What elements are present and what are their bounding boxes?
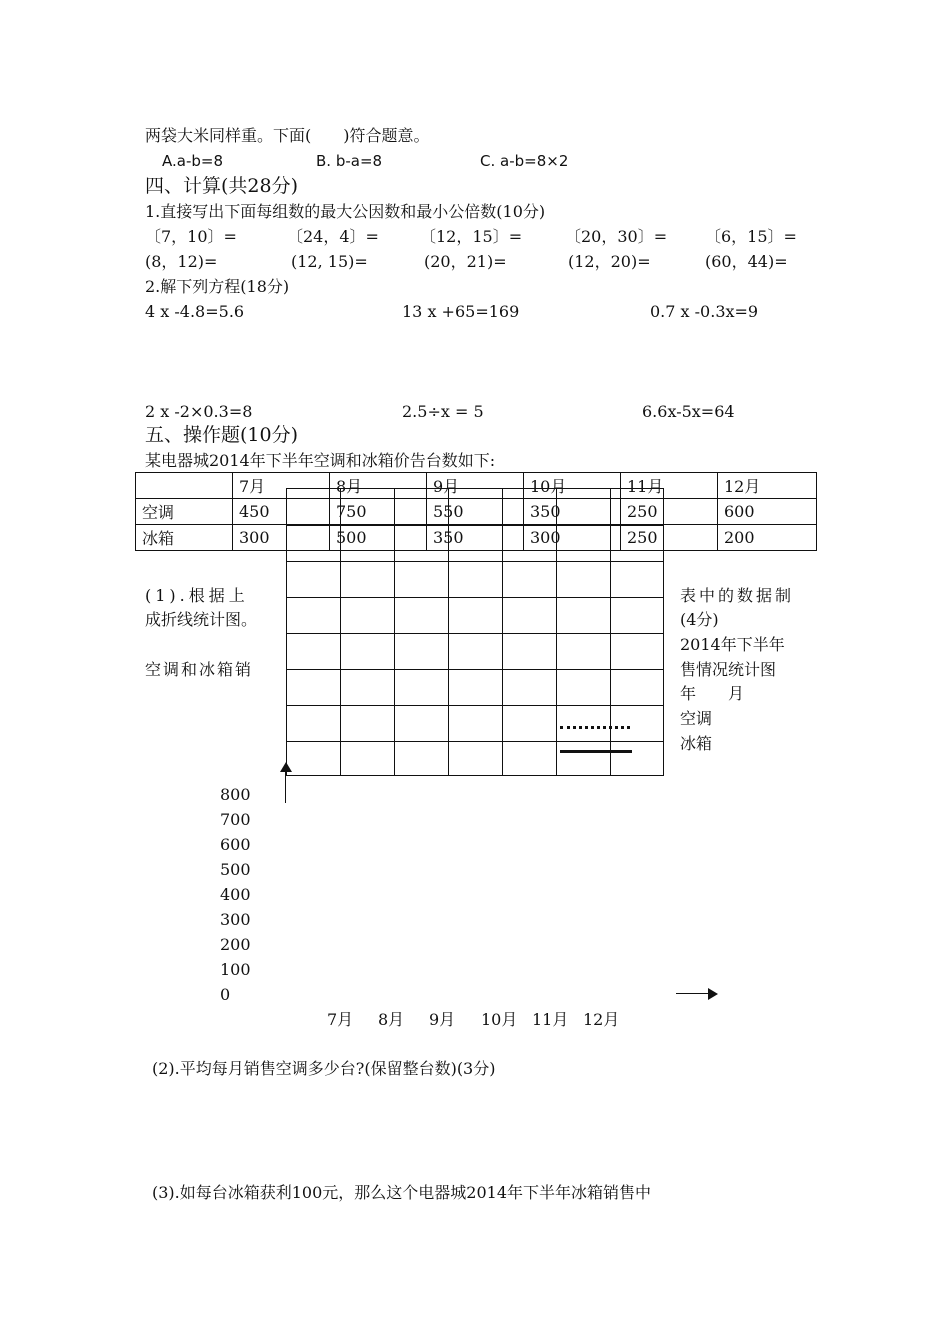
option-a: A.a-b=8 <box>162 152 224 170</box>
legend-dotted-line <box>560 726 630 729</box>
legend-label: 冰箱 <box>680 734 713 753</box>
option-c: C. a-b=8×2 <box>480 152 569 170</box>
row-label: 冰箱 <box>136 525 233 551</box>
x-tick: 7月 <box>327 1010 354 1029</box>
y-tick: 700 <box>220 810 251 829</box>
y-tick: 600 <box>220 835 251 854</box>
y-tick: 300 <box>220 910 251 929</box>
y-tick: 800 <box>220 785 251 804</box>
date-line: 年 月 <box>680 684 745 703</box>
x-tick: 11月 <box>532 1010 569 1029</box>
legend-label: 空调 <box>680 709 713 728</box>
grid-line <box>287 633 663 634</box>
table-cell: 200 <box>718 525 817 551</box>
chart-grid <box>286 488 664 776</box>
gcd-item: (60，44)= <box>705 252 788 271</box>
table-cell: 300 <box>233 525 330 551</box>
grid-line <box>556 489 557 775</box>
points-label: (4分) <box>680 610 719 629</box>
grid-line <box>287 669 663 670</box>
chart-title-fragment: 2014年下半年 <box>680 635 785 654</box>
gcd-item: 〔20，30〕= <box>565 227 668 246</box>
table-cell: 300 <box>524 525 621 551</box>
equation: 13 x +65=169 <box>402 302 520 321</box>
section-heading: 四、计算(共28分) <box>145 175 299 197</box>
question-title: 2.解下列方程(18分) <box>145 277 290 296</box>
section-heading: 五、操作题(10分) <box>145 424 299 446</box>
gcd-item: 〔24，4〕= <box>287 227 379 246</box>
table-header: 11月 <box>621 473 718 499</box>
grid-line <box>448 489 449 775</box>
table-corner <box>136 473 233 499</box>
table-header: 12月 <box>718 473 817 499</box>
table-header: 10月 <box>524 473 621 499</box>
y-tick: 100 <box>220 960 251 979</box>
grid-line <box>287 597 663 598</box>
table-header: 9月 <box>427 473 524 499</box>
table-cell: 350 <box>427 525 524 551</box>
grid-line <box>610 489 611 775</box>
chart-title-fragment: 售情况统计图 <box>680 660 777 679</box>
question-text: (2).平均每月销售空调多少台?(保留整台数)(3分) <box>152 1059 496 1078</box>
table-cell: 550 <box>427 499 524 525</box>
gcd-item: 〔6，15〕= <box>705 227 797 246</box>
question-title: 1.直接写出下面每组数的最大公因数和最小公倍数(10分) <box>145 202 546 221</box>
grid-line <box>287 705 663 706</box>
table-header: 7月 <box>233 473 330 499</box>
x-tick: 12月 <box>583 1010 620 1029</box>
gcd-item: (12，20)= <box>568 252 651 271</box>
y-axis-arrow-icon <box>280 762 292 772</box>
y-tick: 500 <box>220 860 251 879</box>
x-tick: 8月 <box>378 1010 405 1029</box>
table-cell: 750 <box>330 499 427 525</box>
table-intro: 某电器城2014年下半年空调和冰箱价告台数如下: <box>145 451 496 470</box>
y-axis <box>285 770 286 803</box>
grid-line <box>502 489 503 775</box>
chart-title-fragment: 空调和冰箱销 <box>145 660 254 679</box>
x-tick: 10月 <box>481 1010 518 1029</box>
gcd-item: 〔12，15〕= <box>420 227 523 246</box>
grid-line <box>287 741 663 742</box>
question-text: 成折线统计图。 <box>145 610 258 629</box>
question-text: (1).根据上 <box>145 586 249 605</box>
gcd-item: 〔7，10〕= <box>145 227 237 246</box>
grid-line <box>287 525 663 526</box>
equation: 2.5÷x = 5 <box>402 402 484 421</box>
question-text: 两袋大米同样重。下面( )符合题意。 <box>145 126 430 145</box>
table-cell: 500 <box>330 525 427 551</box>
x-axis-arrow-icon <box>708 988 718 1000</box>
y-tick: 400 <box>220 885 251 904</box>
grid-line <box>287 561 663 562</box>
grid-line <box>340 489 341 775</box>
equation: 2 x -2×0.3=8 <box>145 402 253 421</box>
x-tick: 9月 <box>429 1010 456 1029</box>
x-axis <box>676 993 710 994</box>
table-cell: 350 <box>524 499 621 525</box>
table-cell: 250 <box>621 499 718 525</box>
equation: 4 x -4.8=5.6 <box>145 302 245 321</box>
option-b: B. b-a=8 <box>316 152 383 170</box>
table-header: 8月 <box>330 473 427 499</box>
legend-solid-line <box>560 750 632 753</box>
equation: 0.7 x -0.3x=9 <box>650 302 759 321</box>
row-label: 空调 <box>136 499 233 525</box>
gcd-item: (20，21)= <box>424 252 507 271</box>
gcd-item: (8，12)= <box>145 252 218 271</box>
table-cell: 600 <box>718 499 817 525</box>
equation: 6.6x-5x=64 <box>642 402 735 421</box>
question-text: (3).如每台冰箱获利100元，那么这个电器城2014年下半年冰箱销售中 <box>152 1183 652 1202</box>
y-tick: 0 <box>220 985 231 1004</box>
table-cell: 450 <box>233 499 330 525</box>
gcd-item: (12, 15)= <box>291 252 368 271</box>
table-cell: 250 <box>621 525 718 551</box>
grid-line <box>394 489 395 775</box>
y-tick: 200 <box>220 935 251 954</box>
question-text: 表中的数据制 <box>680 586 795 605</box>
